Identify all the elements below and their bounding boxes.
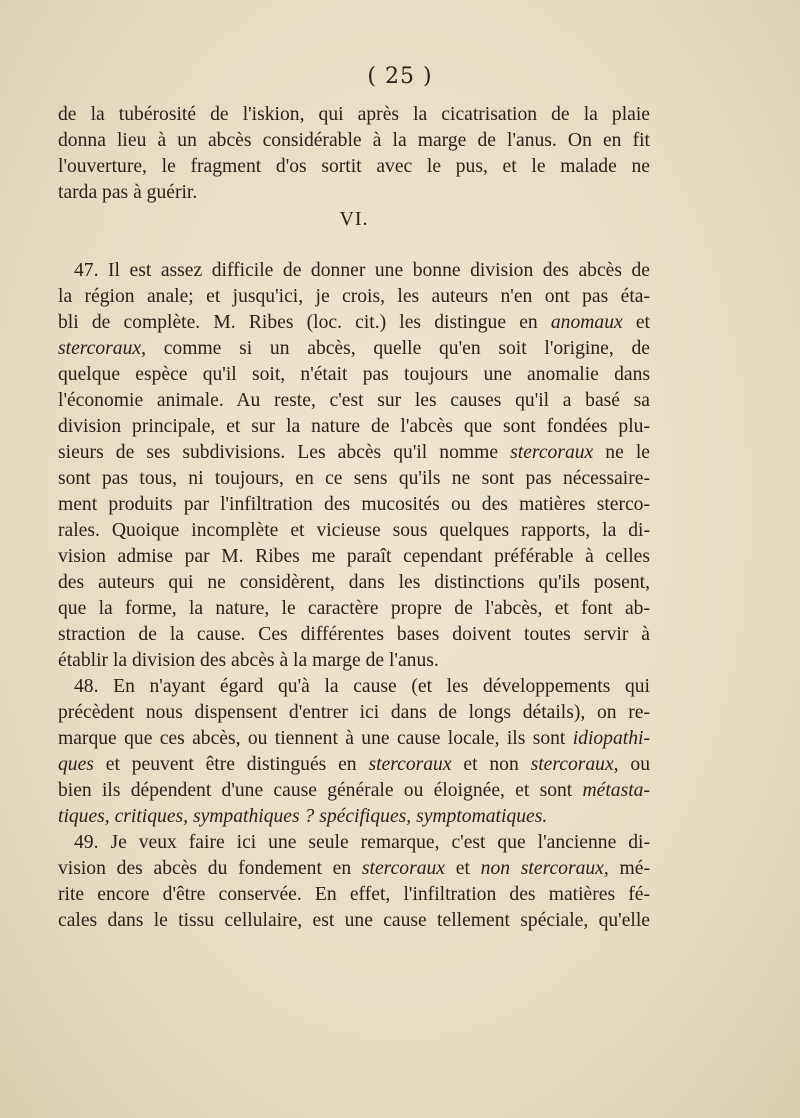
text-line: bien ils dépendent d'une cause générale ou éloignée, et sont métasta- xyxy=(58,780,650,801)
text-line: précèdent nous dispensent d'entrer ici dans de longs détails), on re- xyxy=(58,702,650,723)
text-line: straction de la cause. Ces différentes bases doivent toutes servir à xyxy=(58,624,650,645)
italic-term: non stercoraux xyxy=(480,858,604,879)
body-text xyxy=(58,102,650,934)
text-line: des auteurs qui ne considèrent, dans les distinctions qu'ils posent, xyxy=(58,572,650,593)
paragraph-47 xyxy=(58,258,650,674)
text-line: ment produits par l'infiltration des mucosités ou des matières sterco- xyxy=(58,494,650,515)
text-line: division principale, et sur la nature de l'abcès que sont fondées plu- xyxy=(58,416,650,437)
text-line: de la tubérosité de l'iskion, qui après la cicatrisation de la plaie xyxy=(58,104,650,125)
text-line: ques et peuvent être distingués en stercoraux et non stercoraux, ou xyxy=(58,754,651,775)
paragraph-48 xyxy=(58,674,650,830)
italic-term: stercoraux xyxy=(368,754,452,775)
text-line: 47. Il est assez difficile de donner une bonne division des abcès de xyxy=(74,260,650,281)
text-line: l'économie animale. Au reste, c'est sur les causes qu'il a basé sa xyxy=(58,390,650,411)
italic-term: tiques, critiques, sympathiques ? spécifiques, symptomatiques. xyxy=(58,806,548,827)
text-line: vision admise par M. Ribes me paraît cependant préférable à celles xyxy=(58,546,650,567)
section-heading: VI. xyxy=(339,208,369,230)
page-number: ( 25 ) xyxy=(367,64,433,89)
italic-term: ques xyxy=(58,754,94,775)
text-line: que la forme, la nature, le caractère propre de l'abcès, et font ab- xyxy=(58,598,650,619)
text-line: sieurs de ses subdivisions. Les abcès qu'il nomme stercoraux ne le xyxy=(58,442,650,463)
text-line: bli de complète. M. Ribes (loc. cit.) les distingue en anomaux et xyxy=(58,312,650,333)
italic-term: stercoraux xyxy=(58,338,142,359)
text-line: 49. Je veux faire ici une seule remarque, c'est que l'ancienne di- xyxy=(74,832,650,853)
text-line: quelque espèce qu'il soit, n'était pas toujours une anomalie dans xyxy=(58,364,650,385)
text-line: marque que ces abcès, ou tiennent à une cause locale, ils sont idiopathi- xyxy=(58,728,650,749)
text-line: tarda pas à guérir. xyxy=(58,182,198,203)
italic-term: stercoraux xyxy=(361,858,445,879)
italic-term: métasta- xyxy=(582,780,650,801)
italic-term: stercoraux xyxy=(530,754,614,775)
paragraph-continuation xyxy=(58,102,650,206)
text-line: vision des abcès du fondement en stercoraux et non stercoraux, mé- xyxy=(58,858,650,879)
text-line: l'ouverture, le fragment d'os sortit avec le pus, et le malade ne xyxy=(58,156,650,177)
italic-term: idiopathi- xyxy=(572,728,650,749)
text-line: rales. Quoique incomplète et vicieuse sous quelques rapports, la di- xyxy=(58,520,650,541)
text-line: sont pas tous, ni toujours, en ce sens qu'ils ne sont pas nécessaire- xyxy=(58,468,650,489)
text-line: 48. En n'ayant égard qu'à la cause (et les développements qui xyxy=(74,676,650,697)
text-line: établir la division des abcès à la marge de l'anus. xyxy=(58,650,439,671)
text-line: la région anale; et jusqu'ici, je crois, les auteurs n'en ont pas éta- xyxy=(58,286,650,307)
italic-term: anomaux xyxy=(550,312,623,333)
text-line: cales dans le tissu cellulaire, est une cause tellement spéciale, qu'elle xyxy=(58,910,650,931)
italic-term: stercoraux xyxy=(510,442,594,463)
text-line: rite encore d'être conservée. En effet, l'infiltration des matières fé- xyxy=(58,884,650,905)
paragraph-49 xyxy=(58,830,650,934)
text-line xyxy=(58,804,650,830)
text-line: stercoraux, comme si un abcès, quelle qu'en soit l'origine, de xyxy=(58,338,650,359)
text-line: donna lieu à un abcès considérable à la marge de l'anus. On en fit xyxy=(58,130,650,151)
